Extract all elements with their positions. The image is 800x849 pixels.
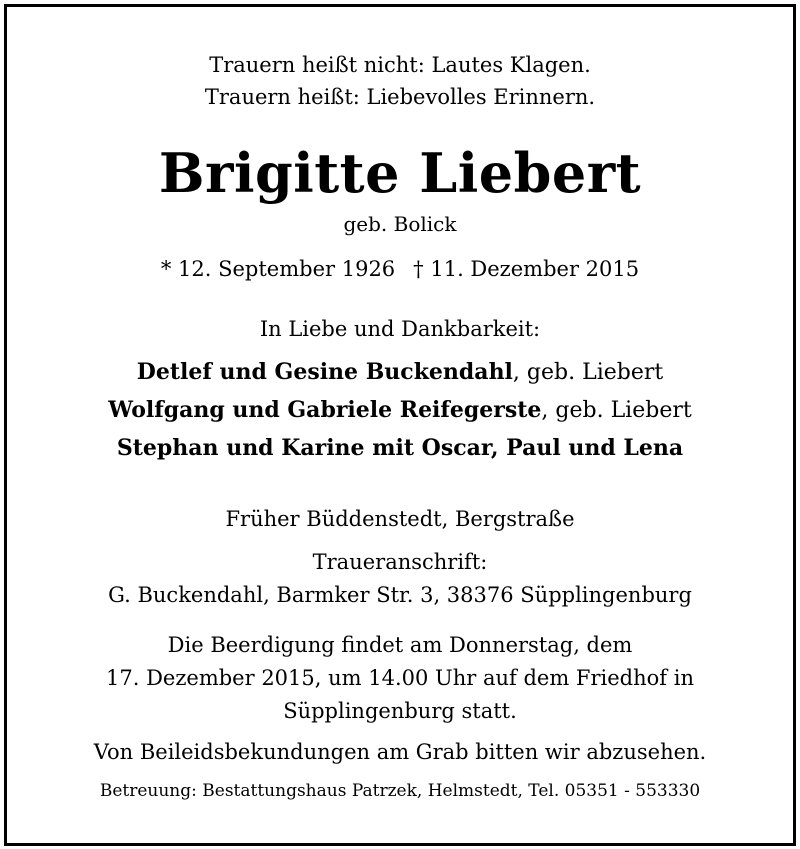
funeral-line-3: Süpplingenburg statt. (283, 699, 517, 723)
mourner-family-suffix: , geb. Liebert (541, 398, 692, 423)
mourner-family (7, 359, 793, 385)
condolence-note: Von Beileidsbekundungen am Grab bitten wir abzusehen. (93, 740, 707, 764)
mourner-family-names: Detlef und Gesine Buckendahl (136, 359, 513, 385)
deceased-name: Brigitte Liebert (158, 141, 642, 205)
mourner-family-names: Stephan und Karine mit Oscar, Paul und Lena (116, 435, 684, 461)
mourners-intro: In Liebe und Dankbarkeit: (259, 317, 541, 341)
maiden-name: geb. Bolick (343, 212, 457, 236)
mourner-family-names: Wolfgang und Gabriele Reifegerste (108, 397, 542, 423)
verse-line-2: Trauern heißt: Liebevolles Erinnern. (204, 85, 596, 109)
mourning-address: G. Buckendahl, Barmker Str. 3, 38376 Süpplingenburg (108, 583, 692, 607)
former-address: Früher Büddenstedt, Bergstraße (225, 507, 575, 531)
obituary-notice (4, 4, 796, 846)
verse-line-1: Trauern heißt nicht: Lautes Klagen. (209, 53, 591, 77)
mourner-family (7, 397, 793, 423)
funeral-line-2: 17. Dezember 2015, um 14.00 Uhr auf dem Friedhof in (106, 666, 694, 690)
death-date: † 11. Dezember 2015 (413, 257, 640, 281)
undertaker-info: Betreuung: Bestattungshaus Patrzek, Helmstedt, Tel. 05351 - 553330 (99, 781, 701, 801)
mourner-family-suffix: , geb. Liebert (512, 360, 664, 385)
mourner-family (7, 435, 793, 461)
mourning-address-label: Traueranschrift: (312, 550, 488, 574)
life-dates (7, 257, 793, 281)
birth-date: * 12. September 1926 (160, 257, 396, 281)
funeral-line-1: Die Beerdigung findet am Donnerstag, dem (167, 633, 633, 657)
